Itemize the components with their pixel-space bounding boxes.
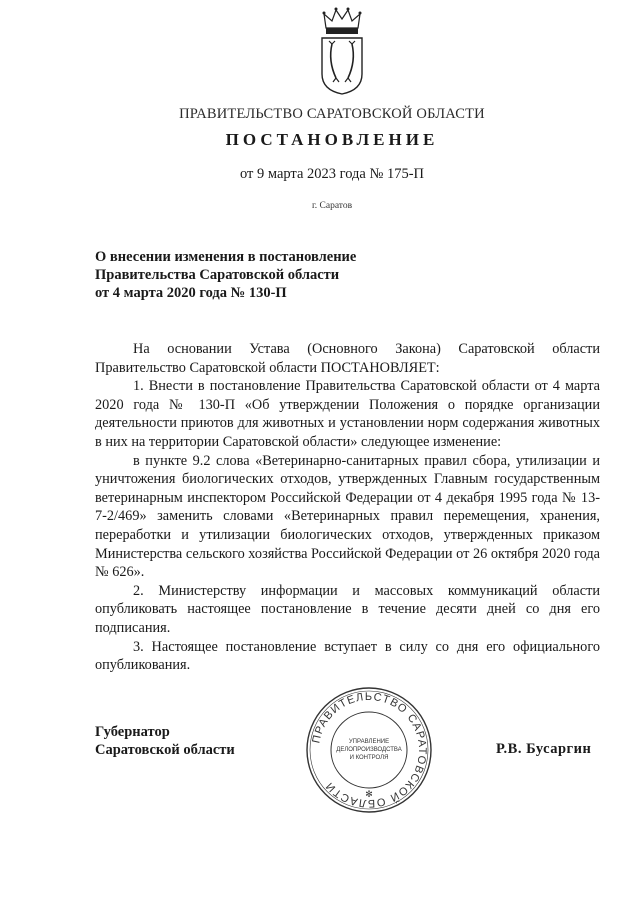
signatory-title-line-1: Губернатор <box>95 724 170 740</box>
body-paragraph-item-2: 2. Министерству информации и массовых коммуникаций области опубликовать настоящее постановление в течение десяти дней со дня его подписания. <box>95 582 600 636</box>
subject-line-3: от 4 марта 2020 года № 130-П <box>95 285 287 301</box>
document-subject <box>95 248 415 302</box>
svg-text:✻: ✻ <box>365 790 373 800</box>
official-seal <box>304 685 434 815</box>
document-date-number: от 9 марта 2023 года № 175-П <box>239 166 425 182</box>
organization-name: ПРАВИТЕЛЬСТВО САРАТОВСКОЙ ОБЛАСТИ <box>179 106 485 122</box>
body-paragraph-preamble: На основании Устава (Основного Закона) Саратовской области Правительство Саратовской области ПОСТАНОВЛЯЕТ: <box>95 341 600 376</box>
seal-center-line-3: И КОНТРОЛЯ <box>349 755 389 761</box>
document-type: ПОСТАНОВЛЕНИЕ <box>225 130 439 149</box>
document-body <box>95 340 600 675</box>
signatory-title-line-2: Саратовской области <box>95 742 235 758</box>
signatory-name: Р.В. Бусаргин <box>496 741 592 757</box>
subject-line-1: О внесении изменения в постановление <box>95 249 357 265</box>
seal-center-line-2: ДЕЛОПРОИЗВОДСТВА <box>336 747 402 753</box>
coat-of-arms-icon <box>318 6 366 96</box>
seal-center <box>304 685 434 815</box>
seal-center-line-1: УПРАВЛЕНИЕ <box>348 739 390 745</box>
body-paragraph-item-3: 3. Настоящее постановление вступает в силу со дня его официального опубликования. <box>95 638 600 674</box>
subject-line-2: Правительства Саратовской области <box>95 267 340 283</box>
document-city: г. Саратов <box>311 201 353 211</box>
body-paragraph-amendment: в пункте 9.2 слова «Ветеринарно-санитарных правил сбора, утилизации и уничтожения биологических отходов, утвержденных Главным государственным ветеринарным инспектором Российской Федерации от 4 декабря 1995 года № 13-7-2/469» заменить словами «Ветеринарных правил перемещения, хранения, переработки и утилизации биологических отходов, утвержденных приказом Министерства сельского хозяйства Российской Федерации от 26 октября 2020 года № 626». <box>95 452 600 581</box>
signatory-title <box>95 723 235 759</box>
seal-ring-text: ПРАВИТЕЛЬСТВО САРАТОВСКОЙ ОБЛАСТИ <box>310 690 429 810</box>
body-paragraph-item-1: 1. Внести в постановление Правительства Саратовской области от 4 марта 2020 года № 130-П «Об утверждении Положения о порядке организации деятельности приютов для животных и установлении норм содержания животных в них на территории Саратовской области» следующее изменение: <box>95 378 600 450</box>
